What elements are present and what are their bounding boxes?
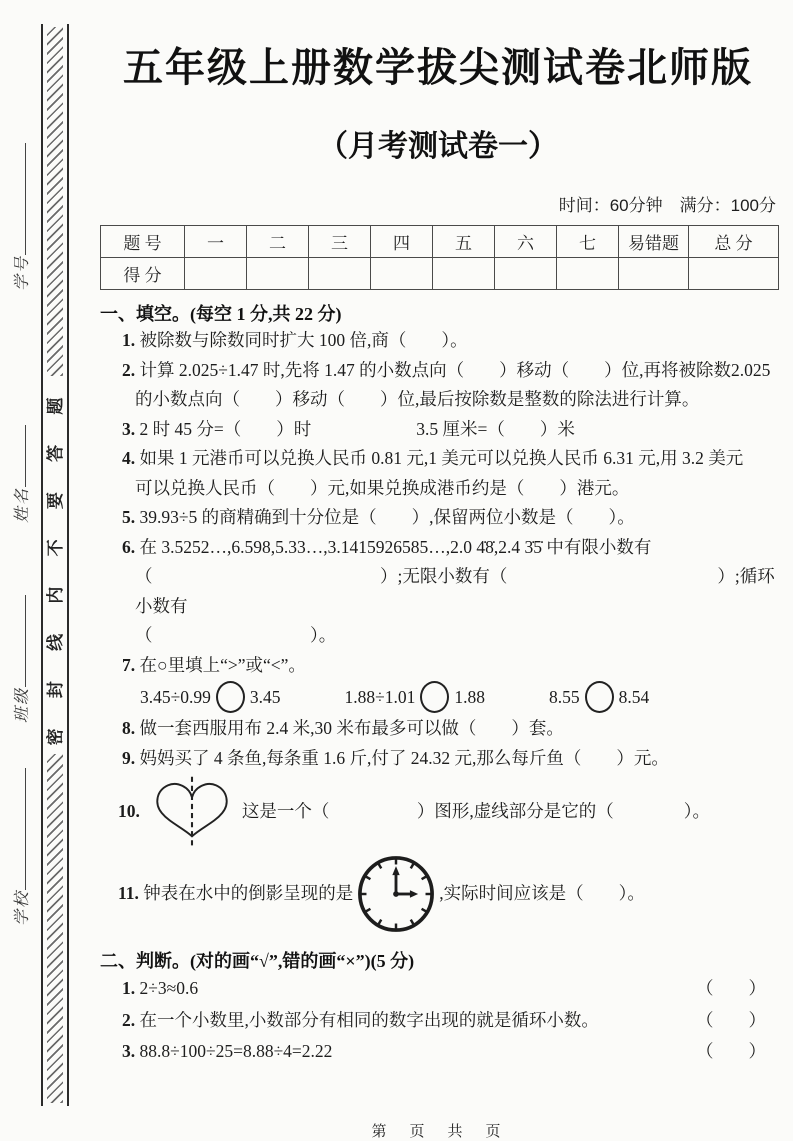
score-table-header-cell: 易错题 xyxy=(619,226,689,258)
student-id-text: 学号 xyxy=(13,254,31,292)
score-cell-empty xyxy=(619,258,689,290)
exam-paper xyxy=(100,0,776,1141)
question-10 xyxy=(118,773,776,851)
question-number: 3. xyxy=(122,418,136,439)
question-text: 可以兑换人民币（ ）元,如果兑换成港币约是（ ）港元。 xyxy=(135,477,630,498)
question-text: 这是一个（ ）图形,虚线部分是它的（ ）。 xyxy=(241,801,710,822)
question-9 xyxy=(100,744,776,774)
score-cell-empty xyxy=(371,258,433,290)
question-text: 计算 2.025÷1.47 时,先将 1.47 的小数点向（ ）移动（ ）位,再将被除数2.025 xyxy=(139,359,771,380)
comparison-row xyxy=(140,680,776,714)
student-id-label xyxy=(2,133,38,301)
question-number: 5. xyxy=(122,507,136,527)
question-number: 3. xyxy=(122,1041,136,1061)
score-table-header-cell: 四 xyxy=(371,226,433,258)
judgment-text: 在一个小数里,小数部分有相同的数字出现的就是循环小数。 xyxy=(139,1009,599,1030)
question-number: 1. xyxy=(122,978,136,998)
exam-meta: 时间：60分钟 满分：100分 xyxy=(558,196,776,215)
comparison-item xyxy=(344,680,484,714)
clock-center-dot xyxy=(393,891,399,897)
question-text: 2 时 45 分=（ ）时 3.5 厘米=（ ）米 xyxy=(139,418,575,439)
comparison-item xyxy=(140,680,280,714)
comparison-circle xyxy=(420,681,449,713)
minute-hand-arrow xyxy=(393,866,400,875)
comparison-left: 8.55 xyxy=(548,687,580,707)
judgment-item-2 xyxy=(100,1005,776,1037)
judgment-text: 88.8÷100÷25=8.88÷4=2.22 xyxy=(139,1041,333,1061)
school-blank-line xyxy=(14,768,26,890)
comparison-left: 3.45÷0.99 xyxy=(140,687,211,707)
score-cell-empty xyxy=(433,258,495,290)
question-text: 在 3.5252…,6.598,5.33…,3.1415926585…,2.0 4̇8̇,2.4 3̇5̇ 中有限小数有 xyxy=(139,536,652,557)
judgment-item-3 xyxy=(100,1036,776,1068)
question-text: 如果 1 元港币可以兑换人民币 0.81 元,1 美元可以兑换人民币 6.31 元,用 3.2 美元 xyxy=(139,448,744,468)
class-text: 班级 xyxy=(13,686,31,724)
score-row-label: 得 分 xyxy=(101,258,185,290)
score-table xyxy=(100,225,779,290)
question-text: 妈妈买了 4 条鱼,每条重 1.6 斤,付了 24.32 元,那么每斤鱼（ ）元。 xyxy=(139,747,669,768)
page-title: 五年级上册数学拔尖测试卷北师版 xyxy=(123,46,753,90)
question-5 xyxy=(100,503,776,533)
question-text: 39.93÷5 的商精确到十分位是（ ）,保留两位小数是（ ）。 xyxy=(139,507,635,527)
question-text: 被除数与除数同时扩大 100 倍,商（ ）。 xyxy=(139,330,468,350)
clock-figure xyxy=(355,853,437,935)
comparison-right: 3.45 xyxy=(249,687,281,707)
question-number: 6. xyxy=(122,536,136,557)
score-cell-empty xyxy=(689,258,779,290)
score-cell-empty xyxy=(495,258,557,290)
student-name-text: 姓名 xyxy=(13,486,31,524)
question-number: 2. xyxy=(122,359,136,380)
answer-blank: （ ） xyxy=(696,978,766,998)
heart-symmetry-figure xyxy=(146,775,238,851)
score-table-header-row xyxy=(101,226,779,258)
student-name-label xyxy=(2,418,38,530)
question-2 xyxy=(100,356,776,415)
score-cell-empty xyxy=(247,258,309,290)
question-text: 在○里填上“>”或“<”。 xyxy=(139,654,306,675)
score-table-header-cell: 三 xyxy=(309,226,371,258)
student-id-blank-line xyxy=(14,143,26,255)
score-table-header-cell: 五 xyxy=(433,226,495,258)
class-blank-line xyxy=(14,595,26,687)
score-table-header-cell: 题 号 xyxy=(101,226,185,258)
question-text: 钟表在水中的倒影呈现的是 xyxy=(143,883,354,904)
question-number: 8. xyxy=(122,718,136,738)
judgment-item-1 xyxy=(100,973,776,1005)
hatch-bottom xyxy=(47,754,63,1103)
question-7 xyxy=(100,651,776,715)
score-table-header-cell: 二 xyxy=(247,226,309,258)
school-text: 学校 xyxy=(13,889,31,927)
question-text: （ ）;无限小数有（ ）;循环小数有 xyxy=(135,566,775,616)
class-label xyxy=(2,588,38,730)
question-3 xyxy=(100,415,776,445)
question-number: 11. xyxy=(118,883,139,904)
score-table-header-cell: 六 xyxy=(495,226,557,258)
question-11 xyxy=(118,851,776,937)
score-cell-empty xyxy=(309,258,371,290)
question-number: 1. xyxy=(122,330,136,350)
section-2-heading: 二、判断。(对的画“√”,错的画“×”)(5 分) xyxy=(100,951,415,971)
answer-blank: （ ） xyxy=(696,1041,766,1061)
seal-band xyxy=(41,24,69,1106)
score-table-score-row xyxy=(101,258,779,290)
question-8 xyxy=(100,714,776,744)
page-subtitle: （月考测试卷一） xyxy=(318,130,558,163)
student-name-blank-line xyxy=(14,425,26,487)
section-1-heading: 一、填空。(每空 1 分,共 22 分) xyxy=(100,304,342,324)
school-label xyxy=(2,762,38,932)
comparison-left: 1.88÷1.01 xyxy=(344,687,416,707)
question-number: 7. xyxy=(122,654,136,675)
comparison-item xyxy=(549,680,649,714)
comparison-right: 1.88 xyxy=(454,687,485,707)
question-4 xyxy=(100,444,776,503)
footer-page-info: 第 页 共 页 xyxy=(371,1122,505,1140)
question-number: 10. xyxy=(118,801,140,822)
question-text: 做一套西服用布 2.4 米,30 米布最多可以做（ ）套。 xyxy=(139,718,564,738)
score-cell-empty xyxy=(185,258,247,290)
score-table-header-cell: 一 xyxy=(185,226,247,258)
score-cell-empty xyxy=(557,258,619,290)
question-number: 2. xyxy=(122,1009,136,1030)
question-number: 4. xyxy=(122,448,136,468)
question-6 xyxy=(100,533,776,651)
seal-line-text: 密 封 线 内 不 要 答 题 xyxy=(46,384,65,746)
hour-hand-arrow xyxy=(410,890,418,897)
comparison-right: 8.54 xyxy=(618,687,650,707)
question-text: （ ）。 xyxy=(135,625,337,645)
score-table-header-cell: 七 xyxy=(557,226,619,258)
comparison-circle xyxy=(585,681,614,713)
judgment-text: 2÷3≈0.6 xyxy=(139,978,199,998)
question-number: 9. xyxy=(122,747,136,768)
question-text: 的小数点向（ ）移动（ ）位,最后按除数是整数的除法进行计算。 xyxy=(135,389,700,409)
answer-blank: （ ） xyxy=(696,1009,766,1030)
hatch-top xyxy=(47,27,63,376)
score-table-header-cell: 总 分 xyxy=(689,226,779,258)
comparison-circle xyxy=(216,681,245,713)
question-text: ,实际时间应该是（ ）。 xyxy=(439,883,645,904)
seal-text-wrap xyxy=(43,379,67,751)
question-1 xyxy=(100,326,776,356)
